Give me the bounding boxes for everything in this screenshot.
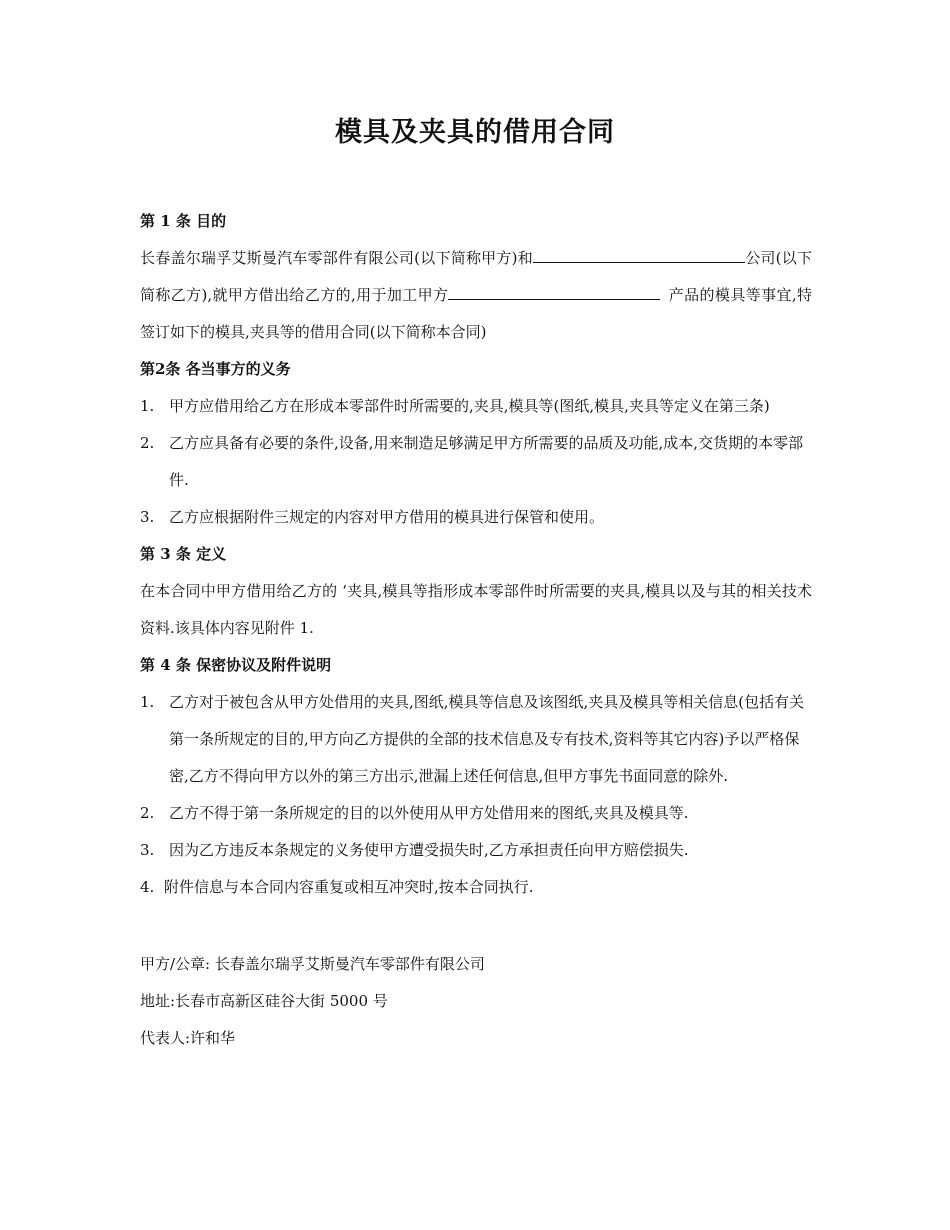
list-number: 1. [140, 397, 155, 415]
article-1-line1-b: 公司 [744, 249, 776, 267]
article-2-list [140, 388, 812, 536]
list-number: 3. [140, 508, 155, 526]
document-body [140, 203, 812, 1057]
list-number: 2. [140, 434, 155, 452]
article-1-line2-b: 产品的模 [668, 286, 731, 304]
list-item [140, 832, 812, 869]
list-text: 乙方对于被包含从甲方处借用的夹具,图纸,模具等信息及该图纸,夹具及模具等相关信息(包括有关第一条所规定的目的,甲方向乙方提供的全部的技术信息及专有技术,资料等其它内容)予以严格保密,乙方不得向甲方以外的第三方出示,泄漏上述任何信息,但甲方事先书面同意的除外. [169, 693, 805, 785]
list-text: 甲方应借用给乙方在形成本零部件时所需要的,夹具,模具等(图纸,模具,夹具等定义在第三条) [169, 397, 770, 415]
list-text: 乙方不得于第一条所规定的目的以外使用从甲方处借用来的图纸,夹具及模具等. [169, 804, 689, 822]
article-4-heading: 第 4 条 保密协议及附件说明 [140, 656, 332, 674]
list-number: 3. [140, 841, 155, 859]
product-name-blank [448, 277, 660, 300]
party-a-seal: 甲方/公章: 长春盖尔瑞孚艾斯曼汽车零部件有限公司 [140, 955, 485, 973]
article-2-heading: 第2条 各当事方的义务 [140, 360, 291, 378]
article-4-list [140, 684, 812, 906]
list-text: 乙方应具备有必要的条件,设备,用来制造足够满足甲方所需要的品质及功能,成本,交货期的本零部件. [169, 434, 804, 489]
list-item [140, 499, 812, 536]
list-item [140, 425, 812, 499]
list-text: 附件信息与本合同内容重复或相互冲突时,按本合同执行. [164, 878, 534, 896]
list-item [140, 869, 812, 906]
list-item [140, 684, 812, 795]
list-item [140, 388, 812, 425]
list-number: 4. [140, 878, 155, 896]
article-1-line1-a: 长春盖尔瑞孚艾斯曼汽车零部件有限公司(以下简称甲方)和 [140, 249, 533, 267]
list-number: 2. [140, 804, 155, 822]
article-1-text [140, 240, 812, 351]
list-number: 1. [140, 693, 155, 711]
party-a-representative: 代表人:许和华 [140, 1029, 236, 1047]
article-1-line2-a: (以下简称乙方),就甲方借出给乙方的,用于加工甲方 [140, 249, 812, 304]
signature-block [140, 946, 812, 1057]
party-a-address: 地址:长春市高新区硅谷大街 5000 号 [140, 992, 388, 1010]
list-text: 乙方应根据附件三规定的内容对甲方借用的模具进行保管和使用。 [169, 508, 605, 526]
document-title: 模具及夹具的借用合同 [335, 117, 615, 148]
list-item [140, 795, 812, 832]
article-3-heading: 第 3 条 定义 [140, 545, 227, 563]
list-text: 因为乙方违反本条规定的义务使甲方遭受损失时,乙方承担责任向甲方赔偿损失. [169, 841, 689, 859]
article-1-line3: 具等事宜,特签订如下的模具,夹具等的借用合同(以下简称本合同) [140, 286, 812, 341]
company-name-blank [533, 240, 745, 263]
article-1-heading: 第 1 条 目的 [140, 212, 227, 230]
article-3-text: 在本合同中甲方借用给乙方的 ‘夹具,模具等指形成本零部件时所需要的夹具,模具以及与其的相关技术资料.该具体内容见附件 1. [140, 582, 812, 637]
